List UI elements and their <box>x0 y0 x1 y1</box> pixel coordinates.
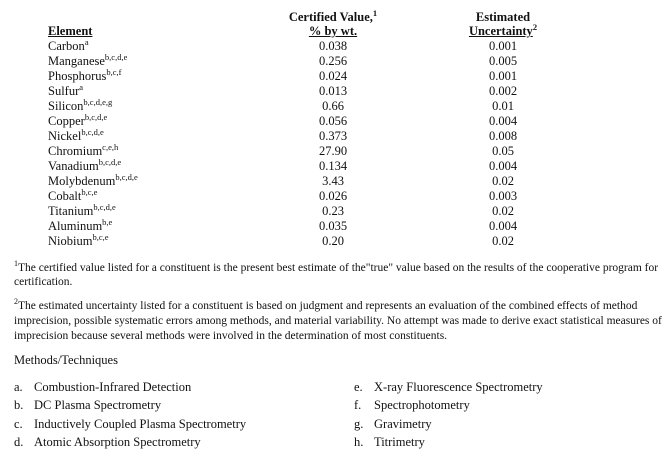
cell-uncertainty: 0.005 <box>488 53 518 68</box>
methods-column-right <box>344 378 654 451</box>
method-key: c. <box>14 416 23 431</box>
cell-uncertainty: 0.002 <box>488 83 518 98</box>
table-row <box>48 84 588 99</box>
cell-certified-value: 0.056 <box>318 113 348 128</box>
cell-uncertainty: 0.01 <box>492 98 514 113</box>
method-item <box>14 396 344 414</box>
cell-element <box>48 186 248 204</box>
cell-element <box>48 36 248 54</box>
cell-element <box>48 171 248 189</box>
element-method-refs: b,e <box>102 216 113 227</box>
certified-units-label: % by wt. <box>308 24 358 39</box>
certified-top-text: Certified Value, <box>288 10 373 24</box>
cell-element <box>48 96 248 114</box>
footnote-2-marker: 2 <box>14 297 18 307</box>
footnote-1-marker: 1 <box>14 258 18 268</box>
method-item <box>354 378 654 396</box>
table-row <box>48 69 588 84</box>
element-method-refs: b,c,f <box>106 66 122 77</box>
table-row <box>48 189 588 204</box>
method-label: Combustion-Infrared Detection <box>34 380 192 395</box>
method-item <box>14 433 344 451</box>
method-label: Gravimetry <box>374 416 432 431</box>
uncertainty-label: Uncertainty <box>468 24 533 39</box>
cell-certified-value: 0.23 <box>322 203 344 218</box>
element-method-refs: c,e,h <box>102 141 119 152</box>
table-row <box>48 129 588 144</box>
column-header-certified-value <box>248 7 418 39</box>
column-header-element <box>48 10 248 39</box>
cell-uncertainty: 0.02 <box>492 203 514 218</box>
cell-uncertainty: 0.004 <box>488 218 518 233</box>
table-header-row <box>48 10 588 39</box>
element-name: Niobium <box>48 233 93 248</box>
method-key: g. <box>354 416 364 431</box>
element-method-refs: b,c,d,e <box>93 201 116 212</box>
cell-uncertainty: 0.004 <box>488 158 518 173</box>
cell-uncertainty: 0.001 <box>488 38 518 53</box>
cell-uncertainty: 0.05 <box>492 143 514 158</box>
table-row <box>48 99 588 114</box>
cell-element <box>48 141 248 159</box>
cell-uncertainty: 0.008 <box>488 128 518 143</box>
element-method-refs: b,c,e <box>81 186 98 197</box>
cell-certified-value: 27.90 <box>318 143 348 158</box>
uncertainty-footnote-ref: 2 <box>532 22 538 33</box>
cell-certified-value: 0.024 <box>318 68 348 83</box>
cell-certified-value: 0.20 <box>322 233 344 248</box>
uncertainty-top-text: Estimated <box>475 10 531 24</box>
element-name: Manganese <box>48 53 105 68</box>
method-item <box>14 415 344 433</box>
cell-element <box>48 66 248 84</box>
footnote-2 <box>14 299 664 343</box>
element-name: Aluminum <box>48 218 103 233</box>
method-key: h. <box>354 434 364 449</box>
element-method-refs: b,c,d,e <box>81 126 104 137</box>
methods-column-left <box>14 378 344 451</box>
method-item <box>354 415 654 433</box>
cell-element <box>48 126 248 144</box>
cell-certified-value: 0.134 <box>318 158 348 173</box>
element-method-refs: a <box>84 36 89 47</box>
element-name: Phosphorus <box>48 68 107 83</box>
element-name: Cobalt <box>48 188 82 203</box>
table-row <box>48 204 588 219</box>
cell-certified-value: 0.038 <box>318 38 348 53</box>
method-item <box>14 378 344 396</box>
method-label: Spectrophotometry <box>374 398 470 413</box>
table-row <box>48 144 588 159</box>
cell-element <box>48 81 248 99</box>
table-row <box>48 174 588 189</box>
cell-certified-value: 0.373 <box>318 128 348 143</box>
table-row <box>48 234 588 249</box>
method-key: d. <box>14 434 24 449</box>
element-name: Titanium <box>48 203 94 218</box>
cell-element <box>48 201 248 219</box>
cell-uncertainty: 0.003 <box>488 188 518 203</box>
element-name: Silicon <box>48 98 84 113</box>
element-method-refs: b,c,d,e <box>98 156 122 167</box>
table-row <box>48 114 588 129</box>
cell-certified-value: 0.035 <box>318 218 348 233</box>
cell-uncertainty: 0.001 <box>488 68 518 83</box>
column-header-certified-top <box>248 7 418 24</box>
cell-element <box>48 231 248 249</box>
table-row <box>48 54 588 69</box>
footnotes <box>14 258 664 344</box>
element-name: Vanadium <box>48 158 99 173</box>
element-name: Sulfur <box>48 83 80 98</box>
cell-certified-value: 0.256 <box>318 53 348 68</box>
element-name: Nickel <box>48 128 82 143</box>
method-label: Atomic Absorption Spectrometry <box>34 434 201 449</box>
footnote-2-text: The estimated uncertainty listed for a constituent is based on judgment and represents an evaluation of the combined effects of method imprecision, possible systematic errors among methods, and material variability. No attempt was made to derive exact statistical measures of imprecision because several methods were involved in the determination of most constituents. <box>14 300 662 342</box>
method-key: a. <box>14 380 23 395</box>
method-item <box>354 396 654 414</box>
cell-element <box>48 51 248 69</box>
cell-uncertainty: 0.004 <box>488 113 518 128</box>
cell-certified-value: 0.013 <box>318 83 348 98</box>
cell-uncertainty: 0.02 <box>492 233 514 248</box>
cell-certified-value: 0.66 <box>322 98 344 113</box>
table-header <box>48 7 588 39</box>
element-name: Molybdenum <box>48 173 116 188</box>
column-header-uncertainty <box>418 10 588 39</box>
element-method-refs: b,c,d,e,g <box>83 96 113 107</box>
table-body <box>48 36 588 249</box>
method-label: DC Plasma Spectrometry <box>34 398 162 413</box>
cell-certified-value: 3.43 <box>322 173 344 188</box>
method-label: X-ray Fluorescence Spectrometry <box>374 380 543 395</box>
element-method-refs: b,c,d,e <box>115 171 138 182</box>
element-name: Carbon <box>48 38 85 53</box>
method-key: b. <box>14 398 24 413</box>
cell-uncertainty: 0.02 <box>492 173 514 188</box>
method-key: e. <box>354 380 363 395</box>
cell-certified-value: 0.026 <box>318 188 348 203</box>
footnote-1-text: The certified value listed for a constituent is the present best estimate of the"true" value based on the results of the cooperative program for certification. <box>14 261 659 289</box>
element-name: Copper <box>48 113 85 128</box>
table-row <box>48 219 588 234</box>
cell-element <box>48 111 248 129</box>
method-key: f. <box>354 398 362 413</box>
element-method-refs: b,c,d,e <box>84 111 108 122</box>
cell-element <box>48 156 248 174</box>
method-item <box>354 433 654 451</box>
column-header-element-label: Element <box>48 23 93 38</box>
element-name: Chromium <box>48 143 103 158</box>
method-label: Titrimetry <box>374 434 425 449</box>
methods-lists <box>14 378 661 451</box>
element-method-refs: a <box>79 81 84 92</box>
element-method-refs: b,c,d,e <box>104 51 128 62</box>
footnote-1 <box>14 258 664 290</box>
methods-title: Methods/Techniques <box>14 353 118 368</box>
table-row <box>48 39 588 54</box>
certified-values-table <box>48 7 588 249</box>
method-label: Inductively Coupled Plasma Spectrometry <box>34 416 247 431</box>
certified-footnote-ref: 1 <box>372 7 378 18</box>
cell-element <box>48 216 248 234</box>
element-method-refs: b,c,e <box>92 231 109 242</box>
